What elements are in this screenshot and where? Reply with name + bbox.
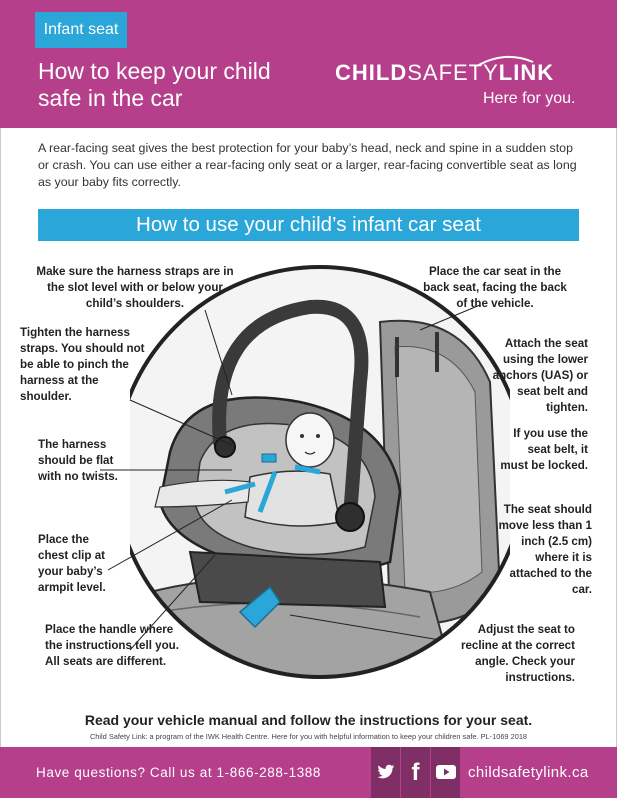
note-handle: Place the handle where the instructions tell you. All seats are different. bbox=[45, 623, 179, 668]
brand-wordmark: CHILDSAFETYLINK bbox=[335, 60, 555, 85]
twitter-icon[interactable] bbox=[371, 747, 400, 798]
intro-paragraph: A rear-facing seat gives the best protection for your baby’s head, neck and spine in a sudden stop or crash. You can use either a rear-facing only seat or a larger, rear-facing convertible seat as long as your baby fits correctly. bbox=[38, 141, 577, 189]
brand-tagline: Here for you. bbox=[483, 90, 576, 107]
facebook-icon[interactable]: f bbox=[401, 747, 430, 798]
credit-line: Child Safety Link: a program of the IWK Health Centre. Here for you with helpful information to keep your children safe. PL-1069 2018 bbox=[89, 732, 528, 741]
contact-phone: Have questions? Call us at 1-866-288-1388 bbox=[36, 765, 322, 780]
note-back-seat: Place the car seat in the back seat, facing the back of the vehicle. bbox=[423, 265, 567, 310]
swoosh-icon bbox=[475, 54, 535, 68]
note-seat-belt-locked: If you use the seat belt, it must be locked. bbox=[500, 427, 588, 472]
section-banner: How to use your child’s infant car seat bbox=[38, 209, 579, 241]
note-attach-seat: Attach the seat using the lower anchors (UAS) or seat belt and tighten. bbox=[492, 337, 588, 414]
note-tighten-harness: Tighten the harness straps. You should not be able to pinch the harness at the shoulder. bbox=[20, 326, 145, 403]
note-harness-flat: The harness should be flat with no twists. bbox=[38, 438, 118, 483]
category-tag: Infant seat bbox=[35, 12, 127, 48]
footer-bar bbox=[0, 747, 617, 798]
page-title: How to keep your child safe in the car bbox=[38, 58, 271, 111]
youtube-icon[interactable] bbox=[431, 747, 460, 798]
footer-message: Read your vehicle manual and follow the instructions for your seat. bbox=[84, 712, 533, 728]
website-link[interactable]: childsafetylink.ca bbox=[468, 764, 589, 781]
note-seat-movement: The seat should move less than 1 inch (2.5 cm) where it is attached to the car. bbox=[498, 503, 592, 596]
header bbox=[0, 0, 617, 128]
brand-logo bbox=[335, 60, 585, 107]
note-recline: Adjust the seat to recline at the correct angle. Check your instructions. bbox=[460, 623, 575, 684]
note-harness-slot: Make sure the harness straps are in the slot level with or below your child’s shoulders. bbox=[36, 265, 234, 310]
note-chest-clip: Place the chest clip at your baby’s armpit level. bbox=[38, 533, 106, 594]
